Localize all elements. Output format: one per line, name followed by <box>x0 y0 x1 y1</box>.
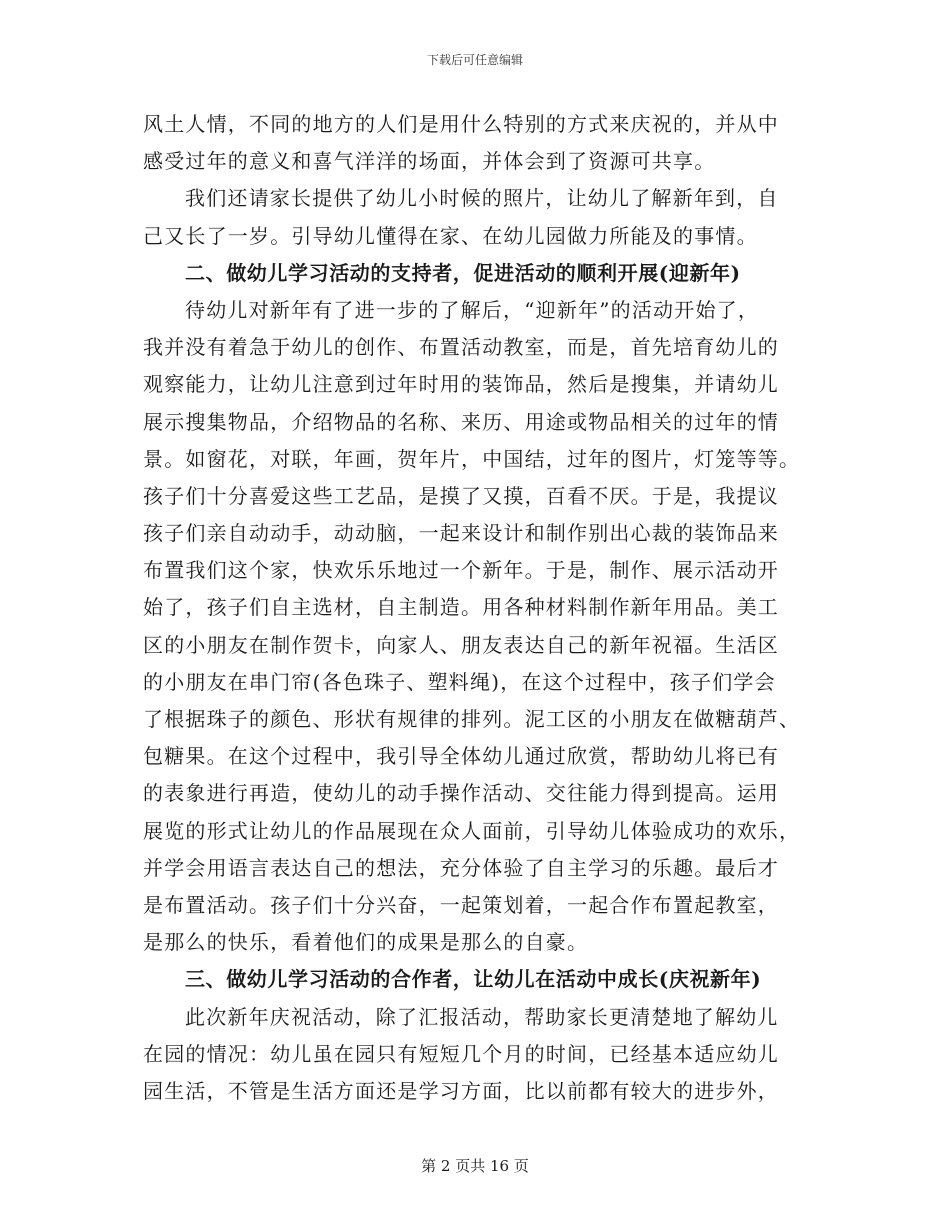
text-line: 孩子们亲自动动手，动动脑，一起来设计和制作别出心裁的装饰品来 <box>143 521 779 546</box>
text-line: 园生活，不管是生活方面还是学习方面，比以前都有较大的进步外， <box>143 1078 779 1103</box>
text-line: 风土人情，不同的地方的人们是用什么特别的方式来庆祝的，并从中 <box>143 112 779 136</box>
text-line: 了根据珠子的颜色、形状有规律的排列。泥工区的小朋友在做糖葫芦、 <box>143 707 801 731</box>
page-header: 下载后可任意编辑 <box>426 53 523 67</box>
text-line: 感受过年的意义和喜气洋洋的场面，并体会到了资源可共享。 <box>143 149 716 174</box>
text-line: 此次新年庆祝活动，除了汇报活动，帮助家长更清楚地了解幼儿 <box>185 1004 779 1029</box>
text-line: 待幼儿对新年有了进一步的了解后，“迎新年”的活动开始了， <box>185 297 760 322</box>
text-line: 是布置活动。孩子们十分兴奋，一起策划着，一起合作布置起教室， <box>143 892 779 917</box>
text-line: 始了，孩子们自主选材，自主制造。用各种材料制作新年用品。美工 <box>143 595 779 620</box>
text-line: 是那么的快乐，看着他们的成果是那么的自豪。 <box>143 930 589 955</box>
section-heading: 二、做幼儿学习活动的支持者，促进活动的顺利开展(迎新年) <box>185 260 741 285</box>
text-line: 景。如窗花，对联，年画，贺年片，中国结，过年的图片，灯笼等等。 <box>143 446 801 471</box>
text-line: 包糖果。在这个过程中，我引导全体幼儿通过欣赏，帮助幼儿将已有 <box>143 744 779 769</box>
document-body <box>143 106 808 1110</box>
text-line: 我并没有着急于幼儿的创作、布置活动教室，而是，首先培育幼儿的 <box>143 335 779 360</box>
text-line: 在园的情况：幼儿虽在园只有短短几个月的时间，已经基本适应幼儿 <box>143 1041 779 1066</box>
text-line: 展览的形式让幼儿的作品展现在众人面前，引导幼儿体验成功的欢乐， <box>143 818 801 843</box>
page-footer: 第 2 页共 16 页 <box>421 1157 529 1175</box>
text-line: 布置我们这个家，快欢乐乐地过一个新年。于是，制作、展示活动开 <box>143 558 779 583</box>
text-line: 的小朋友在串门帘(各色珠子、塑料绳)，在这个过程中，孩子们学会 <box>143 669 776 694</box>
section-heading: 三、做幼儿学习活动的合作者，让幼儿在活动中成长(庆祝新年) <box>185 967 762 992</box>
text-line: 展示搜集物品，介绍物品的名称、来历、用途或物品相关的过年的情 <box>143 409 779 434</box>
text-line: 区的小朋友在制作贺卡，向家人、朋友表达自己的新年祝福。生活区 <box>143 632 779 657</box>
text-line: 我们还请家长提供了幼儿小时候的照片，让幼儿了解新年到，自 <box>185 186 779 211</box>
text-line: 并学会用语言表达自己的想法，充分体验了自主学习的乐趣。最后才 <box>143 855 779 880</box>
text-line: 观察能力，让幼儿注意到过年时用的装饰品，然后是搜集，并请幼儿 <box>143 372 779 397</box>
text-line: 的表象进行再造，使幼儿的动手操作活动、交往能力得到提高。运用 <box>143 781 779 806</box>
text-line: 孩子们十分喜爱这些工艺品，是摸了又摸，百看不厌。于是，我提议 <box>143 483 779 508</box>
text-line: 己又长了一岁。引导幼儿懂得在家、在幼儿园做力所能及的事情。 <box>143 223 758 248</box>
